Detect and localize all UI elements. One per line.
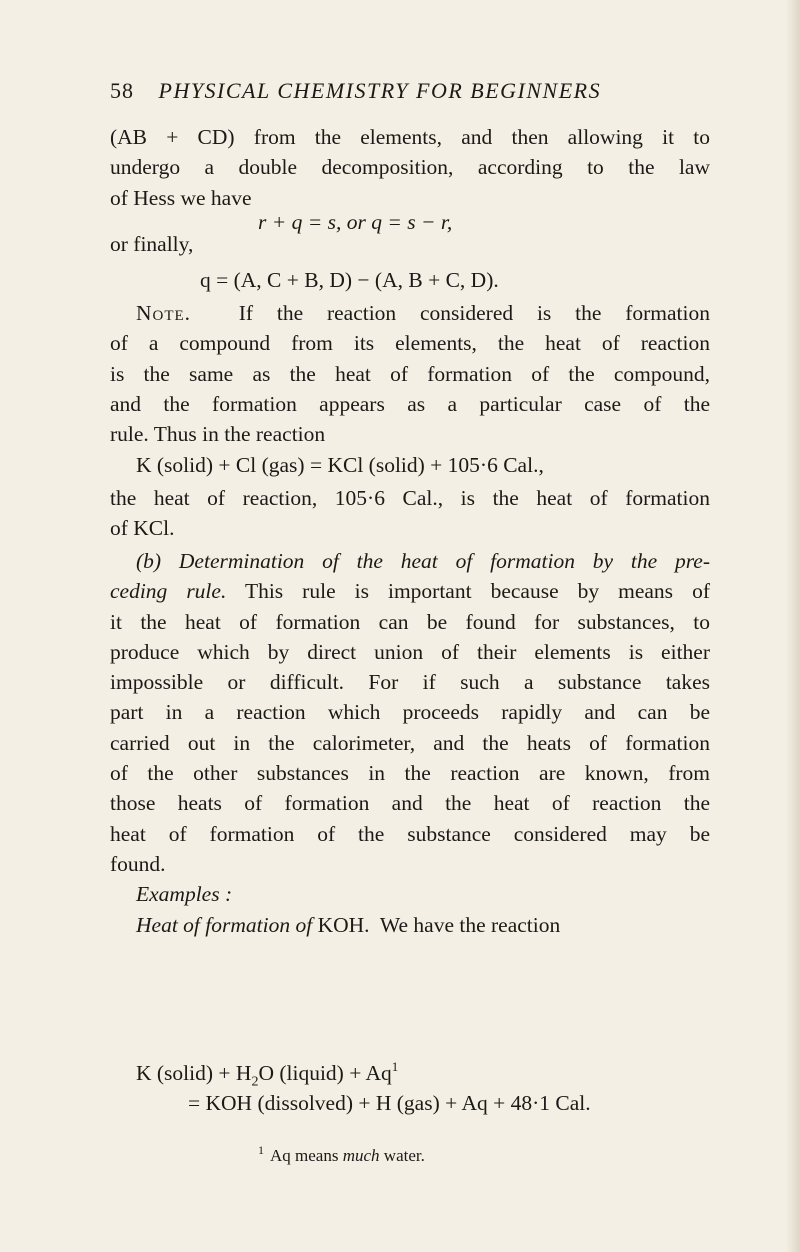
equation-3: K (solid) + Cl (gas) = KCl (solid) + 105·6 Cal.,: [136, 453, 544, 477]
heat-formation-koh: Heat of formation of KOH. We have the reaction: [136, 912, 561, 937]
text-line: (AB + CD) from the elements, and then allowing it to: [110, 125, 710, 149]
paragraph-intro: [110, 122, 710, 213]
text-line: undergo a double decomposition, according to the law: [110, 155, 710, 180]
footnote-mark: 1: [258, 1143, 264, 1157]
equation-5: = KOH (dissolved) + H (gas) + Aq + 48·1 Cal.: [188, 1091, 591, 1115]
page-edge: [786, 0, 800, 1252]
text-line: Note. If the reaction considered is the formation: [136, 301, 711, 325]
note-tail: [110, 483, 710, 544]
section-b-label: (b): [136, 549, 162, 573]
examples-heading: Examples :: [136, 882, 233, 907]
text-line: [110, 546, 710, 576]
section-b-title: Determination of the heat of formation by the pre-: [178, 549, 710, 573]
text-line: of KCl.: [110, 516, 175, 541]
text-line: part in a reaction which proceeds rapidly and can be: [110, 700, 710, 725]
footnote: $^1$ Aq means much water.: [258, 1143, 425, 1165]
text-line: those heats of formation and the heat of reaction the: [110, 791, 710, 816]
page-number: 58: [110, 78, 134, 103]
section-b: [110, 546, 710, 940]
text-line: of the other substances in the reaction are known, from: [110, 761, 710, 786]
text-line: carried out in the calorimeter, and the heats of formation: [110, 730, 710, 755]
equation-1: r + q = s, or q = s − r,: [258, 210, 453, 234]
text-line: of a compound from its elements, the heat of reaction: [110, 331, 710, 356]
text-line: of Hess we have: [110, 185, 252, 210]
text-line: the heat of reaction, 105·6 Cal., is the heat of formation: [110, 486, 710, 510]
running-header: [110, 78, 670, 104]
text-line: it the heat of formation can be found for substances, to: [110, 609, 710, 634]
equation-2: q = (A, C + B, D) − (A, B + C, D).: [200, 268, 499, 292]
equation-4: K (solid) + $H_2O$ (liquid) + $Aq^1$: [136, 1059, 399, 1090]
or-finally: or finally,: [110, 232, 194, 256]
text-line: heat of formation of the substance considered may be: [110, 821, 710, 846]
text-line: ceding rule. This rule is important because by means of: [110, 579, 710, 604]
text-line: rule. Thus in the reaction: [110, 422, 326, 447]
text-line: and the formation appears as a particular case of the: [110, 391, 710, 416]
text-line: produce which by direct union of their elements is either: [110, 639, 710, 664]
text-line: is the same as the heat of formation of the compound,: [110, 361, 710, 386]
note-label: Note.: [136, 301, 192, 325]
note-paragraph: [110, 298, 710, 449]
text-line: impossible or difficult. For if such a substance takes: [110, 670, 710, 695]
text-line: found.: [110, 851, 166, 876]
running-title: PHYSICAL CHEMISTRY FOR BEGINNERS: [158, 78, 602, 103]
